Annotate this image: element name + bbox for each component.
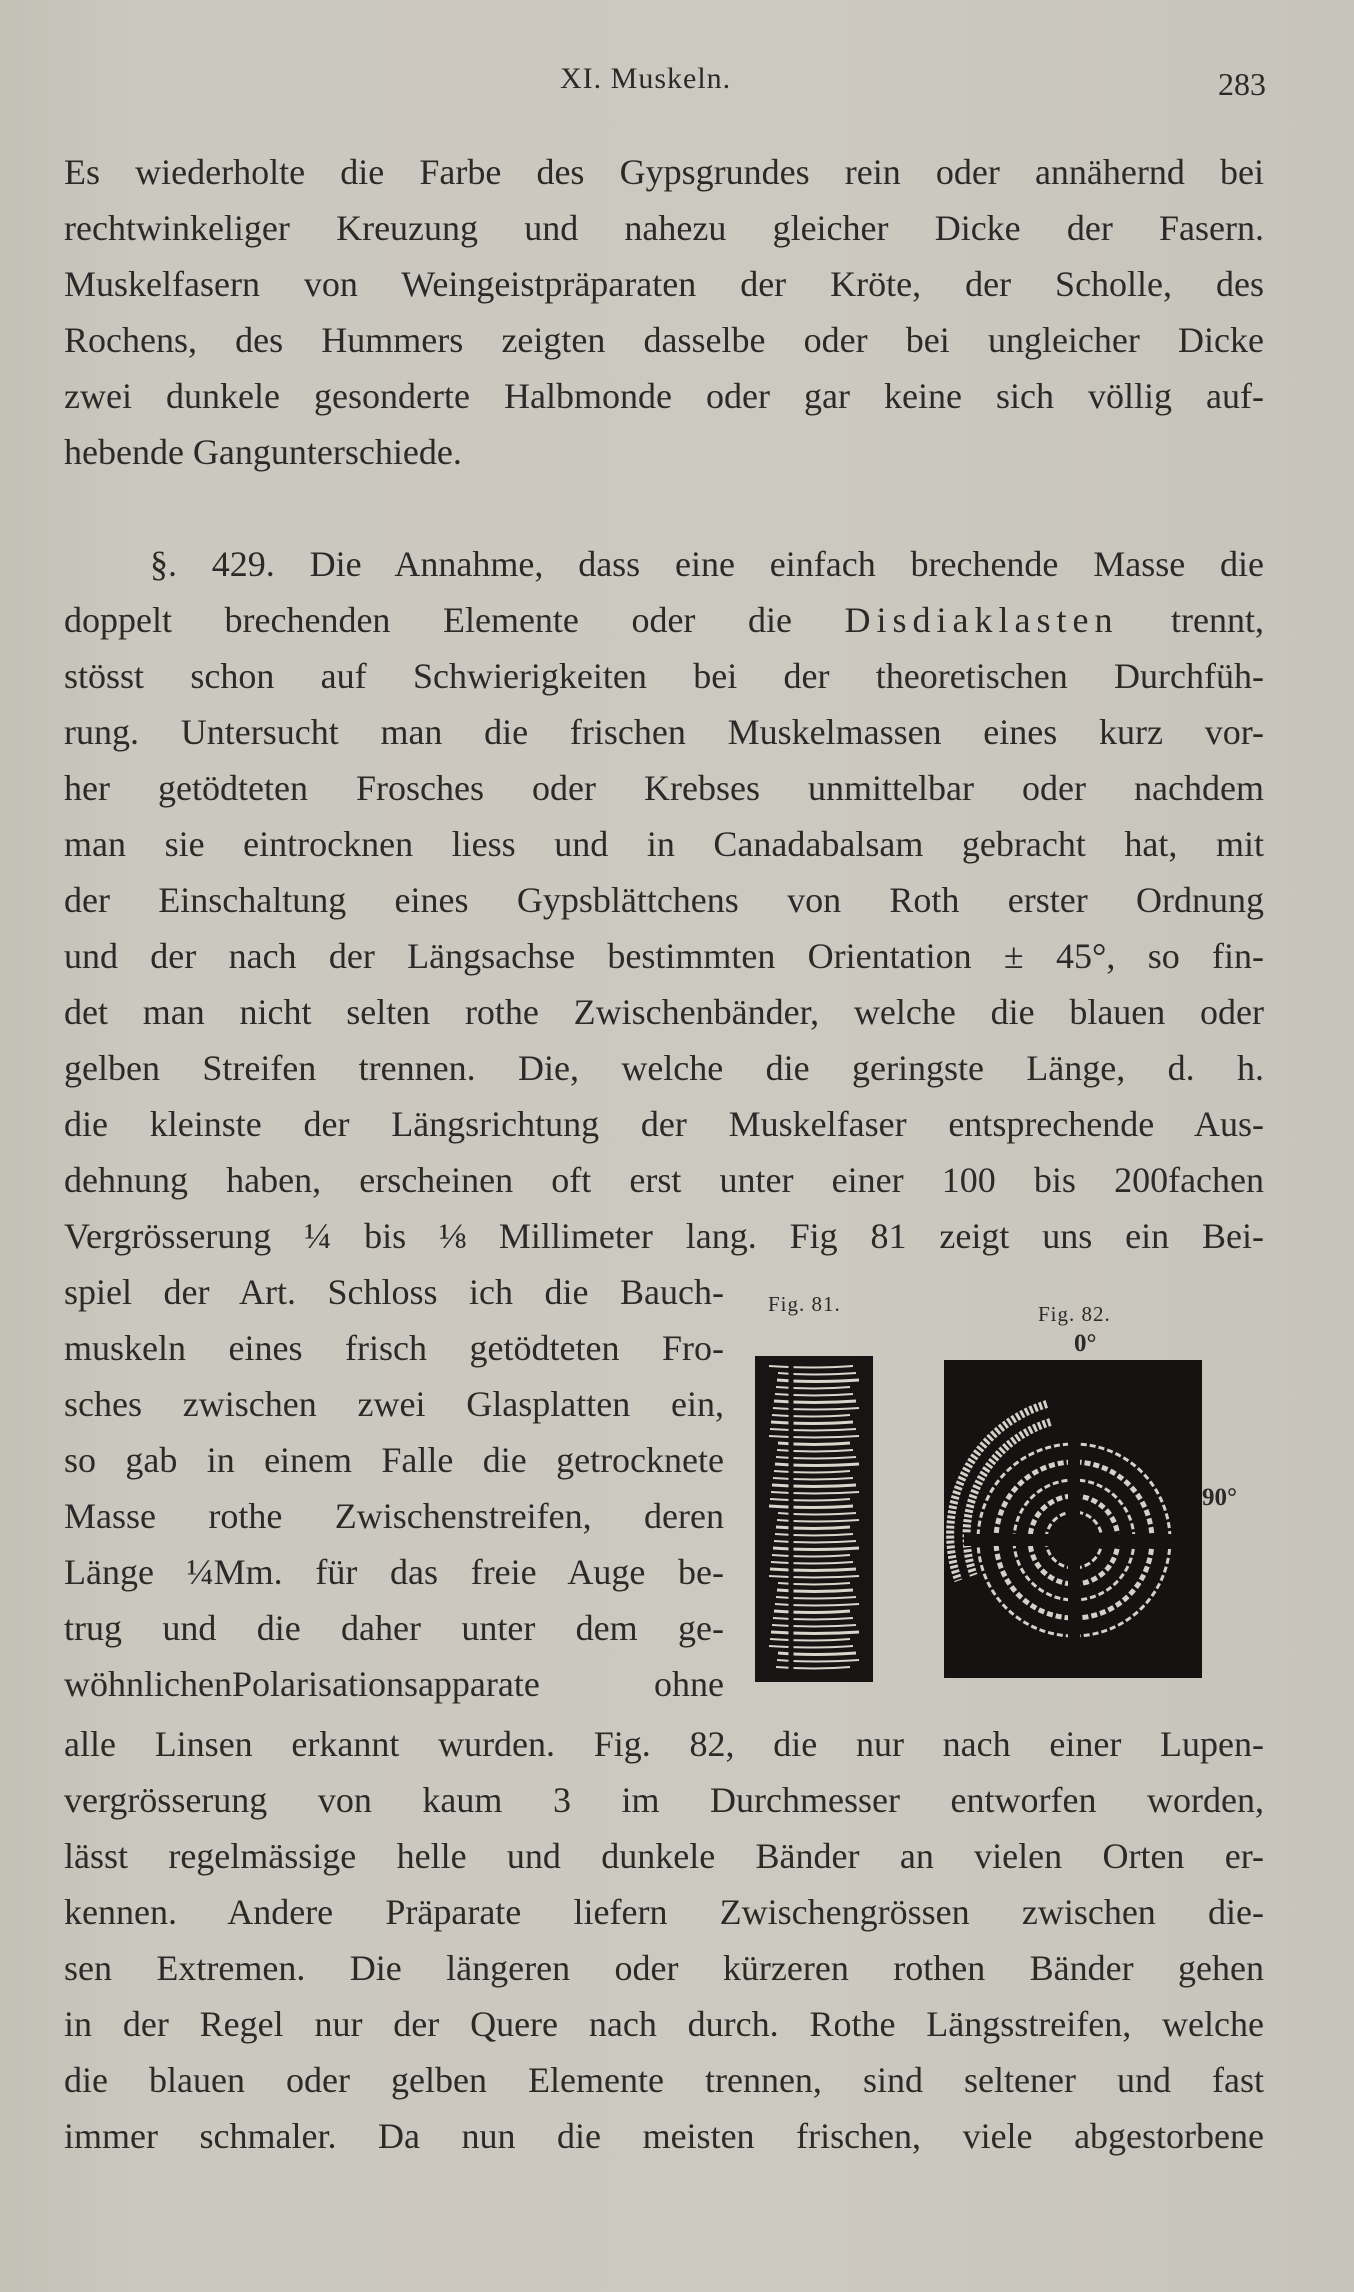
text-line: Vergrösserung ¼ bis ⅛ Millimeter lang. Fig 81 zeigt uns ein Bei- [64,1216,1264,1256]
text-line: vergrösserung von kaum 3 im Durchmesser entworfen worden, [64,1780,1264,1820]
section-start-line: §. 429. Die Annahme, dass eine einfach brechende Masse die [150,544,1264,584]
text-line: immer schmaler. Da nun die meisten frischen, viele abgestorbene [64,2116,1264,2156]
text-line: man sie eintrocknen liess und in Canadabalsam gebracht hat, mit [64,824,1264,864]
page-number: 283 [1218,66,1266,102]
fiber-band [770,1569,856,1571]
fig81-caption: Fig. 81. [768,1292,841,1316]
spaced-term: Disdiaklasten [844,600,1119,640]
text-line [64,598,1264,642]
text-line: zwei dunkele gesonderte Halbmonde oder gar keine sich völlig auf- [64,376,1264,416]
text-line: die blauen oder gelben Elemente trennen, sind seltener und fast [64,2060,1264,2100]
running-head [0,62,1354,112]
fiber-band [774,1401,856,1403]
text-line: gelben Streifen trennen. Die, welche die geringste Länge, d. h. [64,1048,1264,1088]
fiber-band [774,1611,850,1613]
text-line: hebende Gangunterschiede. [64,432,462,472]
text-line: so gab in einem Falle die getrocknete [64,1440,724,1480]
fiber-band [769,1506,853,1508]
fig82-illustration [944,1360,1202,1678]
text-line: lässt regelmässige helle und dunkele Bänder an vielen Orten er- [64,1836,1264,1876]
fiber-band [771,1422,853,1424]
text-line: und der nach der Längsachse bestimmten Orientation ± 45°, so fin- [64,936,1264,976]
center-dot [1058,1524,1090,1556]
text-line: spiel der Art. Schloss ich die Bauch- [64,1272,724,1312]
text-line: die kleinste der Längsrichtung der Muskelfaser entsprechende Aus- [64,1104,1264,1144]
text-line: rechtwinkeliger Kreuzung und nahezu gleicher Dicke der Fasern. [64,208,1264,248]
text-line: sches zwischen zwei Glasplatten ein, [64,1384,724,1424]
text-line: Es wiederholte die Farbe des Gypsgrundes rein oder annähernd bei [64,152,1264,192]
fiber-band [777,1590,853,1592]
fig82-label-90deg: 90° [1202,1484,1237,1511]
text-line: her getödteten Frosches oder Krebses unmittelbar oder nachdem [64,768,1264,808]
fiber-band [771,1632,859,1634]
fiber-band [775,1464,859,1466]
text-line: trug und die daher unter dem ge- [64,1608,724,1648]
text-line: sen Extremen. Die längeren oder kürzeren rothen Bänder gehen [64,1948,1264,1988]
text-line: Masse rothe Zwischenstreifen, deren [64,1496,724,1536]
text-line: in der Regel nur der Quere nach durch. Rothe Längsstreifen, welche [64,2004,1264,2044]
text-segment: doppelt brechenden Elemente oder die [64,600,845,640]
text-line: muskeln eines frisch getödteten Fro- [64,1328,724,1368]
text-line: wöhnlichenPolarisationsapparate ohne [64,1664,724,1704]
fiber-band [772,1485,856,1487]
text-line: rung. Untersucht man die frischen Muskelmassen eines kurz vor- [64,712,1264,752]
fig82-caption: Fig. 82. [1038,1302,1111,1326]
fiber-band [776,1527,850,1529]
fig81-illustration [755,1356,873,1682]
fig82-label-0deg: 0° [1074,1330,1097,1357]
text-line: Muskelfasern von Weingeistpräparaten der Kröte, der Scholle, des [64,264,1264,304]
running-title: XI. Muskeln. [560,62,732,95]
text-segment: trennt, [1118,600,1264,640]
fiber-band [773,1548,859,1550]
text-line: Rochens, des Hummers zeigten dasselbe oder bei ungleicher Dicke [64,320,1264,360]
text-line: dehnung haben, erscheinen oft erst unter einer 100 bis 200fachen [64,1160,1264,1200]
text-line: stösst schon auf Schwierigkeiten bei der theoretischen Durchfüh- [64,656,1264,696]
text-line: det man nicht selten rothe Zwischenbänder, welche die blauen oder [64,992,1264,1032]
text-line: alle Linsen erkannt wurden. Fig. 82, die nur nach einer Lupen- [64,1724,1264,1764]
text-line: Länge ¼Mm. für das freie Auge be- [64,1552,724,1592]
text-line: der Einschaltung eines Gypsblättchens von Roth erster Ordnung [64,880,1264,920]
text-line: kennen. Andere Präparate liefern Zwischengrössen zwischen die- [64,1892,1264,1932]
